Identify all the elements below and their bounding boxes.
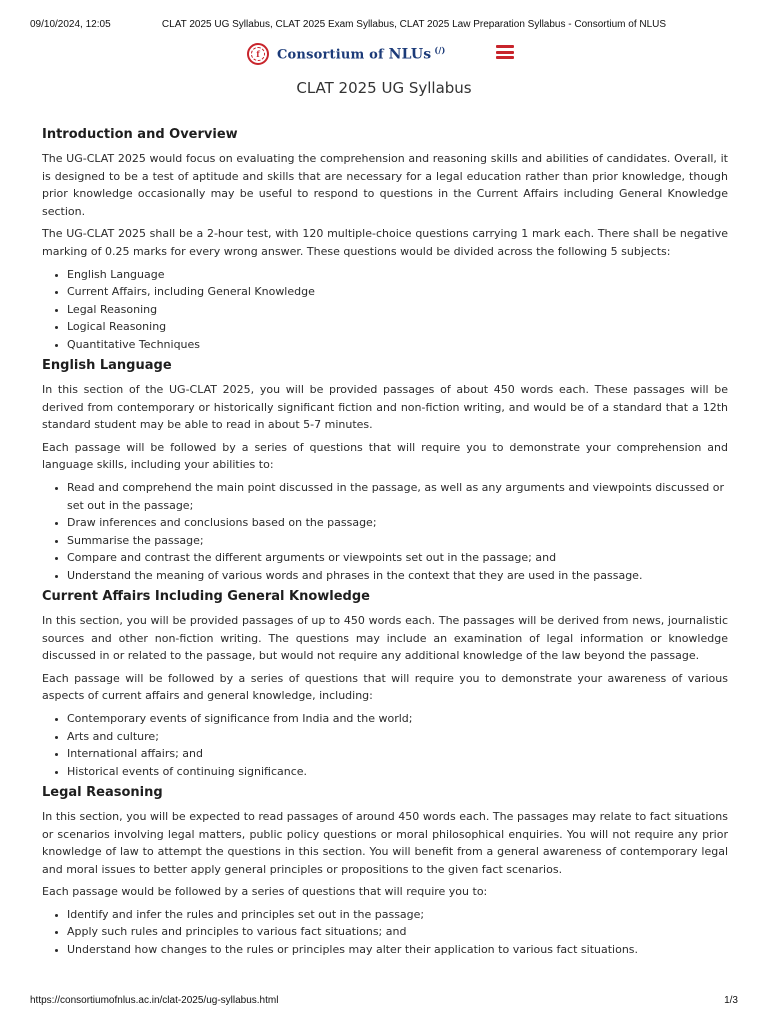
- site-logo[interactable]: [247, 41, 445, 67]
- emblem-letter: f: [256, 49, 260, 59]
- list-item: • Read and comprehend the main point discussed in the passage, as well as any arguments and viewpoints discussed or set out in the passage;: [67, 479, 728, 514]
- logo-text-b: NLUs: [388, 46, 432, 63]
- logo-text-a: Consortium of: [277, 47, 389, 63]
- list-item: • English Language: [67, 266, 728, 284]
- paragraph: In this section, you will be provided passages of up to 450 words each. The passages will be derived from news, journalistic sources and other non-fiction writing. The questions may include an examination of legal information or knowledge discussed in or related to the passage, but would not require any additional knowledge of the law beyond the passage.: [42, 614, 728, 663]
- list-item: • International affairs; and: [67, 745, 728, 763]
- topics-list: [42, 710, 728, 780]
- list-item: • Draw inferences and conclusions based on the passage;: [67, 514, 728, 532]
- list-item: • Arts and culture;: [67, 728, 728, 746]
- paragraph: Each passage will be followed by a series of questions that will require you to demonstrate your comprehension and language skills, including your abilities to:: [42, 440, 728, 472]
- print-url: https://consortiumofnlus.ac.in/clat-2025/ug-syllabus.html: [30, 995, 279, 1006]
- list-item: • Identify and infer the rules and principles set out in the passage;: [67, 906, 728, 924]
- print-title: CLAT 2025 UG Syllabus, CLAT 2025 Exam Syllabus, CLAT 2025 Law Preparation Syllabus - Consortium of NLUS: [161, 19, 667, 30]
- list-item: • Contemporary events of significance from India and the world;: [67, 710, 728, 728]
- list-item: • Understand how changes to the rules or principles may alter their application to various fact situations.: [67, 941, 728, 959]
- list-item: • Quantitative Techniques: [67, 336, 728, 354]
- list-item: • Current Affairs, including General Knowledge: [67, 283, 728, 301]
- print-footer: [30, 995, 738, 1009]
- list-item: • Legal Reasoning: [67, 301, 728, 319]
- list-item: • Logical Reasoning: [67, 318, 728, 336]
- paragraph: Each passage would be followed by a series of questions that will require you to:: [42, 885, 488, 899]
- list-item: • Historical events of continuing significance.: [67, 763, 728, 781]
- hamburger-menu-icon[interactable]: [496, 45, 514, 59]
- paragraph: Each passage will be followed by a series of questions that will require you to demonstrate your awareness of various aspects of current affairs and general knowledge, including:: [42, 671, 728, 703]
- print-date: 09/10/2024, 12:05: [30, 19, 111, 30]
- section-heading: English Language: [42, 358, 172, 374]
- subject-list: [42, 266, 728, 354]
- paragraph: The UG-CLAT 2025 would focus on evaluating the comprehension and reasoning skills and abilities of candidates. Overall, it is designed to be a test of aptitude and skills that are necessary for a legal education rather than prior knowledge, though prior knowledge occasionally may be useful to respond to questions in the Current Affairs including General Knowledge section.: [42, 152, 728, 218]
- abilities-list: [42, 479, 728, 584]
- menu-bar: [496, 51, 514, 54]
- page-title: CLAT 2025 UG Syllabus: [296, 79, 472, 97]
- logo-text: [277, 45, 445, 62]
- tasks-list: [42, 906, 728, 959]
- section-current-affairs: [42, 588, 728, 780]
- site-header: [0, 38, 768, 68]
- section-legal-reasoning: [42, 784, 728, 958]
- syllabus-content: [42, 126, 728, 962]
- list-item: • Understand the meaning of various words and phrases in the context that they are used in the passage.: [67, 567, 728, 585]
- paragraph: In this section, you will be expected to read passages of around 450 words each. The passages may relate to fact situations or scenarios involving legal matters, public policy questions or moral philosophical enquiries. You will not require any prior knowledge of law to attempt the questions in this section. You will benefit from a general awareness of contemporary legal and moral issues to better apply general principles or propositions to the given fact scenarios.: [42, 810, 728, 876]
- nlu-emblem-icon: [247, 43, 269, 65]
- print-page-number: 1/3: [724, 995, 738, 1006]
- print-header: [30, 19, 738, 33]
- paragraph: In this section of the UG-CLAT 2025, you will be provided passages of about 450 words each. These passages will be derived from contemporary or historically significant fiction and non-fiction writing, and would be of a standard that a 12th standard student may be able to read in about 5-7 minutes.: [42, 383, 728, 432]
- section-introduction: [42, 126, 728, 353]
- logo-link-marker: (/): [434, 45, 446, 56]
- menu-bar: [496, 45, 514, 48]
- list-item: • Apply such rules and principles to various fact situations; and: [67, 923, 728, 941]
- list-item: • Summarise the passage;: [67, 532, 728, 550]
- paragraph: The UG-CLAT 2025 shall be a 2-hour test, with 120 multiple-choice questions carrying 1 mark each. There shall be negative marking of 0.25 marks for every wrong answer. These questions would be divided across the following 5 subjects:: [42, 227, 728, 258]
- list-item: • Compare and contrast the different arguments or viewpoints set out in the passage; and: [67, 549, 728, 567]
- section-heading: Current Affairs Including General Knowledge: [42, 589, 370, 605]
- section-heading: Legal Reasoning: [42, 785, 163, 800]
- menu-bar: [496, 56, 514, 59]
- section-english-language: [42, 357, 728, 584]
- section-heading: Introduction and Overview: [42, 127, 238, 142]
